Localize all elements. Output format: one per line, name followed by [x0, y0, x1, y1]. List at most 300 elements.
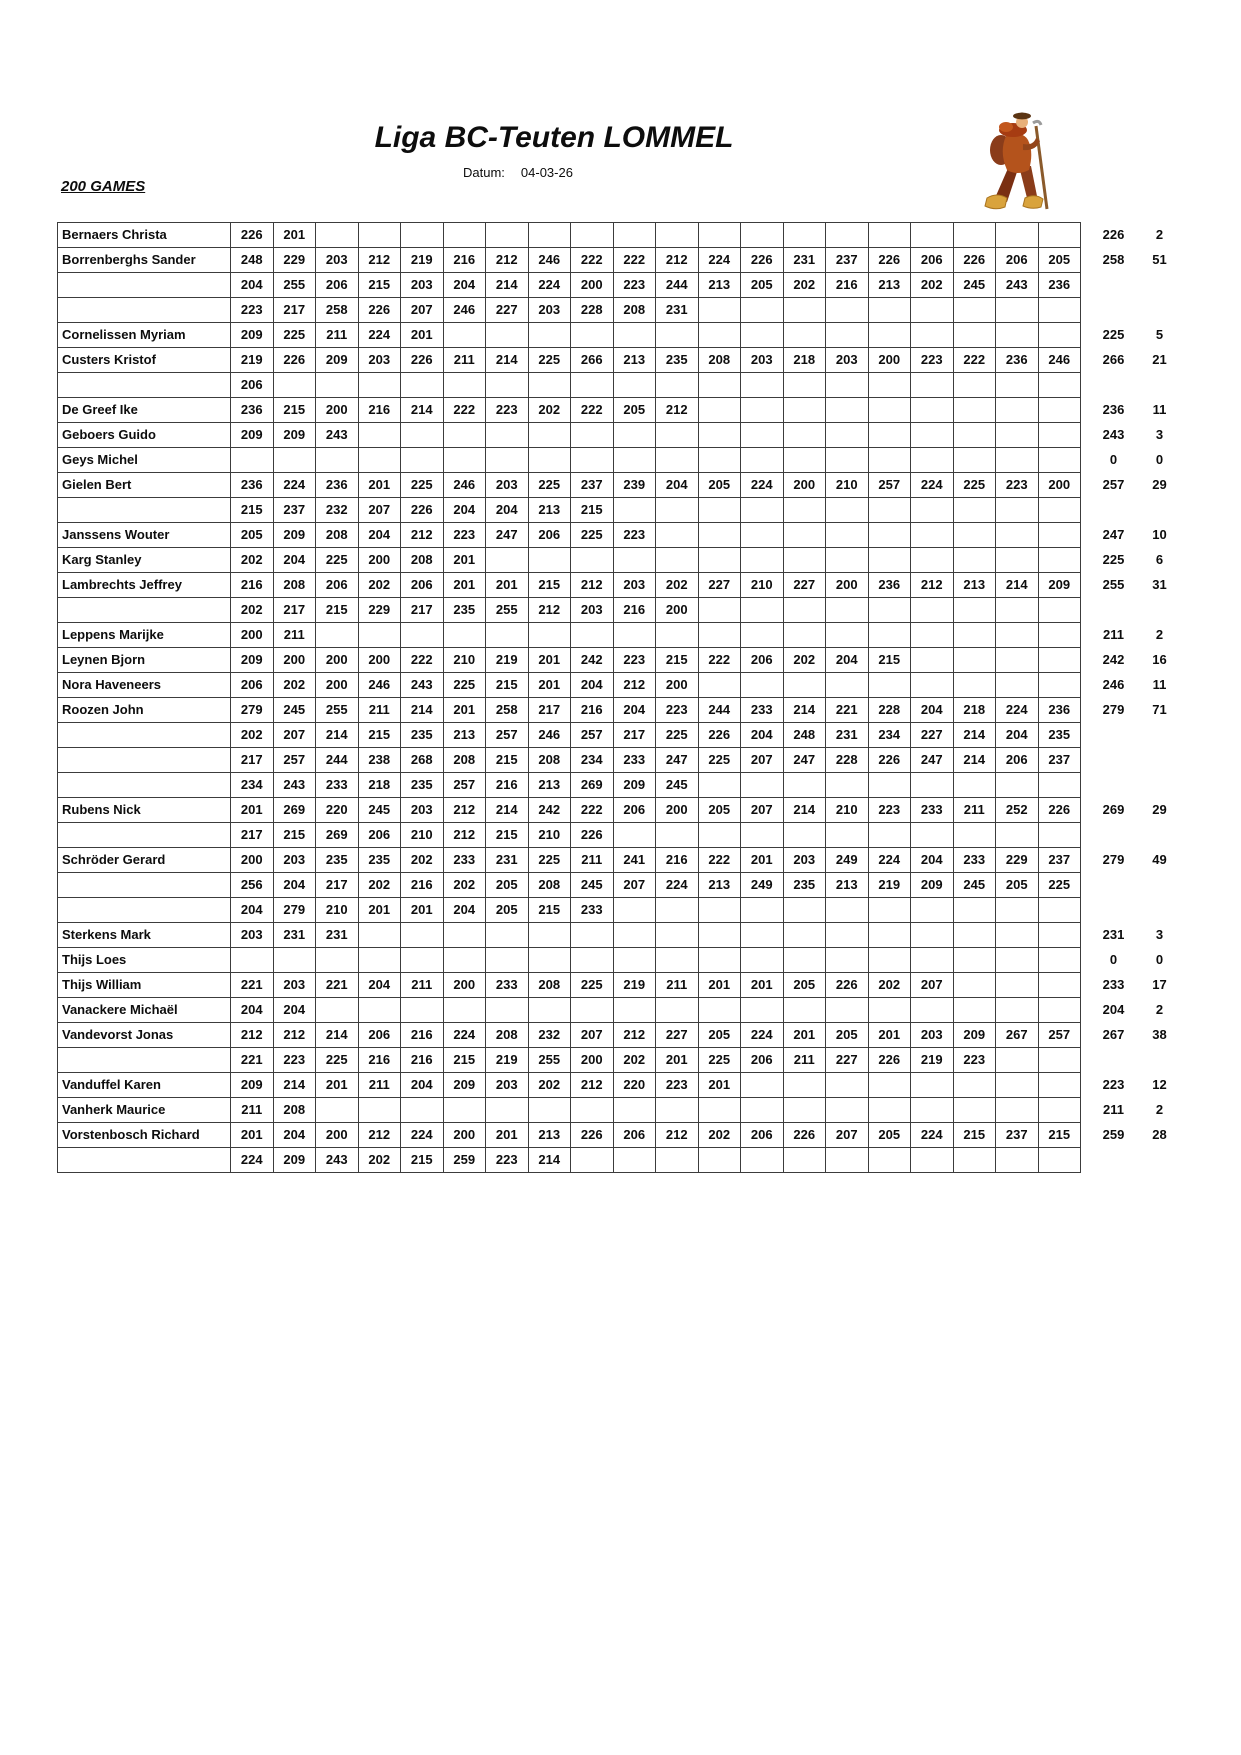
player-name-cell [58, 898, 231, 923]
page-title: Liga BC-Teuten LOMMEL [374, 121, 734, 154]
score-cell: 216 [656, 848, 699, 873]
summary-gap [1081, 648, 1092, 673]
score-cell [316, 623, 359, 648]
score-cell: 224 [528, 273, 571, 298]
score-cell: 224 [443, 1023, 486, 1048]
score-cell: 227 [698, 573, 741, 598]
score-cell [953, 523, 996, 548]
score-cell: 201 [528, 648, 571, 673]
score-cell [783, 598, 826, 623]
score-cell: 234 [571, 748, 614, 773]
score-cell: 214 [316, 1023, 359, 1048]
score-cell: 214 [486, 273, 529, 298]
player-name-cell: Leynen Bjorn [58, 648, 231, 673]
score-cell [401, 373, 444, 398]
player-name-cell: Borrenberghs Sander [58, 248, 231, 273]
player-name-cell: Bernaers Christa [58, 223, 231, 248]
score-cell: 210 [741, 573, 784, 598]
score-cell [613, 948, 656, 973]
score-cell: 202 [231, 598, 274, 623]
score-cell [953, 548, 996, 573]
score-cell: 257 [1038, 1023, 1081, 1048]
score-cell: 237 [571, 473, 614, 498]
score-cell [698, 323, 741, 348]
player-name-cell: Leppens Marijke [58, 623, 231, 648]
table-row [58, 948, 1184, 973]
score-cell [1038, 423, 1081, 448]
score-cell [698, 298, 741, 323]
score-cell: 213 [613, 348, 656, 373]
score-cell [868, 1148, 911, 1173]
score-cell: 220 [316, 798, 359, 823]
score-cell [571, 1098, 614, 1123]
table-row [58, 398, 1184, 423]
score-cell: 204 [911, 698, 954, 723]
summary-gap [1081, 998, 1092, 1023]
score-cell: 208 [698, 348, 741, 373]
score-cell: 215 [528, 898, 571, 923]
score-cell: 224 [358, 323, 401, 348]
score-cell [698, 448, 741, 473]
score-cell: 206 [911, 248, 954, 273]
score-cell [443, 223, 486, 248]
score-cell [868, 998, 911, 1023]
score-cell [528, 1098, 571, 1123]
games-count-cell: 29 [1152, 477, 1167, 492]
datum-row [463, 165, 573, 180]
score-cell [911, 1148, 954, 1173]
high-game-cell: 236 [1102, 402, 1125, 417]
score-cell: 207 [273, 723, 316, 748]
score-cell: 217 [401, 598, 444, 623]
score-cell: 258 [316, 298, 359, 323]
score-cell [996, 298, 1039, 323]
score-cell [698, 823, 741, 848]
score-cell: 221 [231, 973, 274, 998]
games-count-cell [1136, 1148, 1184, 1173]
score-cell: 234 [231, 773, 274, 798]
score-cell: 205 [613, 398, 656, 423]
score-cell: 200 [358, 648, 401, 673]
score-cell: 212 [656, 1123, 699, 1148]
score-cell: 211 [358, 1073, 401, 1098]
games-count-cell: 49 [1152, 852, 1167, 867]
score-cell [528, 998, 571, 1023]
score-cell [996, 923, 1039, 948]
score-cell [401, 1098, 444, 1123]
score-cell: 207 [401, 298, 444, 323]
score-cell: 211 [231, 1098, 274, 1123]
score-cell [486, 998, 529, 1023]
score-cell: 201 [698, 1073, 741, 1098]
score-cell: 215 [231, 498, 274, 523]
score-cell: 215 [273, 398, 316, 423]
score-cell [868, 373, 911, 398]
table-row [58, 523, 1184, 548]
score-cell: 252 [996, 798, 1039, 823]
score-cell: 229 [996, 848, 1039, 873]
score-cell: 214 [486, 348, 529, 373]
score-cell [953, 323, 996, 348]
score-cell [656, 448, 699, 473]
score-cell [656, 623, 699, 648]
high-game-cell [1092, 498, 1136, 523]
score-cell [868, 823, 911, 848]
score-cell [316, 223, 359, 248]
games-count-cell: 31 [1152, 577, 1167, 592]
score-cell: 217 [231, 748, 274, 773]
games-count-cell [1136, 823, 1184, 848]
score-cell: 237 [826, 248, 869, 273]
summary-gap [1081, 473, 1092, 498]
score-cell: 200 [231, 623, 274, 648]
score-cell: 238 [358, 748, 401, 773]
score-cell [698, 948, 741, 973]
score-cell: 216 [231, 573, 274, 598]
score-cell [826, 823, 869, 848]
score-cell [826, 323, 869, 348]
score-cell: 214 [996, 573, 1039, 598]
summary-gap [1081, 798, 1092, 823]
score-cell [443, 323, 486, 348]
score-cell [783, 373, 826, 398]
score-cell: 207 [826, 1123, 869, 1148]
score-cell: 222 [698, 848, 741, 873]
score-cell: 210 [401, 823, 444, 848]
score-cell: 226 [571, 823, 614, 848]
score-cell [826, 1148, 869, 1173]
score-cell: 212 [231, 1023, 274, 1048]
score-cell [316, 1098, 359, 1123]
score-cell: 223 [613, 648, 656, 673]
high-game-cell [1092, 373, 1136, 398]
score-cell [401, 223, 444, 248]
score-cell: 201 [443, 573, 486, 598]
score-cell: 208 [613, 298, 656, 323]
table-row [58, 698, 1184, 723]
score-cell [911, 923, 954, 948]
datum-label: Datum: [463, 165, 505, 180]
score-cell [996, 823, 1039, 848]
score-cell [868, 598, 911, 623]
score-cell: 226 [868, 748, 911, 773]
games-count-cell [1136, 898, 1184, 923]
score-cell: 217 [273, 598, 316, 623]
score-cell: 219 [486, 648, 529, 673]
score-cell [783, 448, 826, 473]
score-cell [741, 523, 784, 548]
score-cell: 203 [826, 348, 869, 373]
high-game-cell: 242 [1102, 652, 1125, 667]
games-count-cell: 2 [1155, 227, 1164, 242]
score-cell: 223 [996, 473, 1039, 498]
score-cell: 201 [401, 898, 444, 923]
score-cell [698, 423, 741, 448]
score-cell [911, 1098, 954, 1123]
score-cell: 256 [231, 873, 274, 898]
score-cell: 218 [953, 698, 996, 723]
score-cell: 245 [273, 698, 316, 723]
score-cell: 225 [316, 1048, 359, 1073]
score-cell: 223 [656, 1073, 699, 1098]
score-cell [528, 948, 571, 973]
summary-gap [1081, 423, 1092, 448]
player-name-cell: Thijs Loes [58, 948, 231, 973]
score-cell: 269 [571, 773, 614, 798]
score-cell [911, 673, 954, 698]
score-cell: 236 [231, 398, 274, 423]
score-cell [401, 998, 444, 1023]
games-count-cell [1136, 723, 1184, 748]
score-cell [911, 423, 954, 448]
score-cell: 215 [571, 498, 614, 523]
score-cell [996, 623, 1039, 648]
games-count-cell: 2 [1155, 627, 1164, 642]
score-cell: 202 [698, 1123, 741, 1148]
score-cell: 211 [443, 348, 486, 373]
score-cell [613, 823, 656, 848]
score-cell [911, 773, 954, 798]
score-cell: 258 [486, 698, 529, 723]
score-cell [953, 423, 996, 448]
score-cell: 236 [996, 348, 1039, 373]
score-cell: 231 [656, 298, 699, 323]
score-cell: 209 [231, 423, 274, 448]
games-count-cell: 12 [1152, 1077, 1167, 1092]
score-cell: 220 [613, 1073, 656, 1098]
high-game-cell [1092, 273, 1136, 298]
score-cell [486, 448, 529, 473]
score-cell: 224 [231, 1148, 274, 1173]
score-cell: 203 [486, 1073, 529, 1098]
score-cell: 200 [443, 1123, 486, 1148]
summary-gap [1081, 1098, 1092, 1123]
score-cell [1038, 323, 1081, 348]
score-cell: 202 [783, 648, 826, 673]
score-cell [443, 423, 486, 448]
score-cell: 209 [953, 1023, 996, 1048]
score-cell [698, 923, 741, 948]
high-game-cell: 269 [1102, 802, 1125, 817]
score-cell: 224 [741, 1023, 784, 1048]
score-cell: 205 [698, 1023, 741, 1048]
score-cell [996, 523, 1039, 548]
score-cell [826, 923, 869, 948]
summary-gap [1081, 673, 1092, 698]
score-cell [1038, 298, 1081, 323]
score-cell: 208 [443, 748, 486, 773]
score-cell: 226 [698, 723, 741, 748]
score-cell [826, 523, 869, 548]
score-cell: 201 [783, 1023, 826, 1048]
score-cell [1038, 1073, 1081, 1098]
score-cell [1038, 898, 1081, 923]
score-cell: 202 [868, 973, 911, 998]
score-cell: 219 [613, 973, 656, 998]
score-cell: 200 [231, 848, 274, 873]
score-cell: 202 [358, 573, 401, 598]
table-tail-border [57, 1134, 58, 1147]
games-count-cell [1136, 498, 1184, 523]
high-game-cell: 0 [1109, 952, 1118, 967]
score-cell: 213 [528, 773, 571, 798]
score-cell: 203 [613, 573, 656, 598]
score-cell [571, 223, 614, 248]
section-heading: 200 GAMES [61, 178, 146, 195]
score-cell: 204 [443, 498, 486, 523]
score-cell [401, 623, 444, 648]
score-cell: 246 [1038, 348, 1081, 373]
table-row [58, 1123, 1184, 1148]
score-cell: 227 [486, 298, 529, 323]
score-cell: 209 [443, 1073, 486, 1098]
table-row [58, 1023, 1184, 1048]
score-cell: 225 [528, 473, 571, 498]
high-game-cell: 279 [1102, 852, 1125, 867]
score-cell [656, 1148, 699, 1173]
score-cell: 203 [358, 348, 401, 373]
score-cell [273, 448, 316, 473]
score-cell [953, 598, 996, 623]
score-cell [698, 498, 741, 523]
player-name-cell: Vanherk Maurice [58, 1098, 231, 1123]
games-count-cell [1136, 273, 1184, 298]
score-cell [486, 548, 529, 573]
player-name-cell [58, 273, 231, 298]
score-cell: 223 [443, 523, 486, 548]
score-cell [698, 1148, 741, 1173]
score-cell: 246 [528, 723, 571, 748]
score-cell [273, 948, 316, 973]
score-cell: 201 [231, 798, 274, 823]
summary-gap [1081, 348, 1092, 373]
score-cell [826, 673, 869, 698]
score-cell: 226 [868, 1048, 911, 1073]
score-cell [1038, 223, 1081, 248]
score-cell [486, 423, 529, 448]
score-cell: 231 [273, 923, 316, 948]
score-cell: 255 [528, 1048, 571, 1073]
score-cell: 212 [656, 248, 699, 273]
score-cell [783, 1148, 826, 1173]
score-cell: 200 [316, 1123, 359, 1148]
score-cell [783, 673, 826, 698]
table-row [58, 748, 1184, 773]
score-cell [698, 398, 741, 423]
score-cell [698, 223, 741, 248]
score-cell: 205 [698, 473, 741, 498]
score-cell [528, 448, 571, 473]
player-name-cell: Geboers Guido [58, 423, 231, 448]
score-cell: 210 [826, 798, 869, 823]
score-cell [1038, 398, 1081, 423]
score-cell: 214 [528, 1148, 571, 1173]
score-cell: 215 [443, 1048, 486, 1073]
score-cell [358, 223, 401, 248]
score-cell [231, 448, 274, 473]
score-cell: 202 [358, 873, 401, 898]
score-cell [953, 923, 996, 948]
score-cell: 222 [443, 398, 486, 423]
score-cell: 206 [231, 373, 274, 398]
summary-gap [1081, 1048, 1092, 1073]
score-cell: 204 [358, 973, 401, 998]
score-cell [698, 673, 741, 698]
score-cell: 210 [826, 473, 869, 498]
score-cell [1038, 498, 1081, 523]
summary-gap [1081, 448, 1092, 473]
games-count-cell: 38 [1152, 1027, 1167, 1042]
table-row [58, 423, 1184, 448]
datum-value: 04-03-26 [520, 165, 573, 180]
score-cell: 269 [316, 823, 359, 848]
score-cell [868, 223, 911, 248]
score-cell [826, 548, 869, 573]
score-cell: 210 [316, 898, 359, 923]
summary-gap [1081, 398, 1092, 423]
player-name-cell: Vanackere Michaël [58, 998, 231, 1023]
score-cell [996, 773, 1039, 798]
score-cell [953, 1073, 996, 1098]
player-name-cell: Lambrechts Jeffrey [58, 573, 231, 598]
score-cell [826, 448, 869, 473]
games-count-cell [1136, 598, 1184, 623]
score-cell: 201 [868, 1023, 911, 1048]
score-cell [528, 548, 571, 573]
score-cell: 201 [741, 848, 784, 873]
score-cell [826, 423, 869, 448]
score-cell [613, 898, 656, 923]
score-cell: 215 [401, 1148, 444, 1173]
score-cell [868, 448, 911, 473]
score-cell: 236 [231, 473, 274, 498]
score-cell [613, 323, 656, 348]
score-cell [783, 223, 826, 248]
score-cell [783, 398, 826, 423]
score-cell [953, 448, 996, 473]
score-cell [613, 1098, 656, 1123]
score-cell: 201 [698, 973, 741, 998]
score-cell: 211 [571, 848, 614, 873]
score-cell: 212 [528, 598, 571, 623]
score-cell: 226 [401, 348, 444, 373]
score-cell: 213 [953, 573, 996, 598]
score-cell: 231 [486, 848, 529, 873]
score-cell [868, 1098, 911, 1123]
score-cell: 234 [868, 723, 911, 748]
score-cell [953, 298, 996, 323]
score-cell: 204 [273, 1123, 316, 1148]
score-cell [826, 298, 869, 323]
score-cell [783, 298, 826, 323]
score-cell: 201 [486, 573, 529, 598]
score-cell [783, 923, 826, 948]
score-cell: 208 [316, 523, 359, 548]
score-cell: 246 [528, 248, 571, 273]
score-cell: 204 [401, 1073, 444, 1098]
score-cell: 200 [656, 673, 699, 698]
score-cell: 228 [826, 748, 869, 773]
score-cell: 211 [358, 698, 401, 723]
score-cell: 236 [316, 473, 359, 498]
score-cell: 223 [231, 298, 274, 323]
score-cell: 233 [486, 973, 529, 998]
teut-hiker-logo [973, 106, 1067, 216]
high-game-cell [1092, 1148, 1136, 1173]
score-cell [868, 1073, 911, 1098]
score-cell: 215 [273, 823, 316, 848]
score-cell [868, 623, 911, 648]
